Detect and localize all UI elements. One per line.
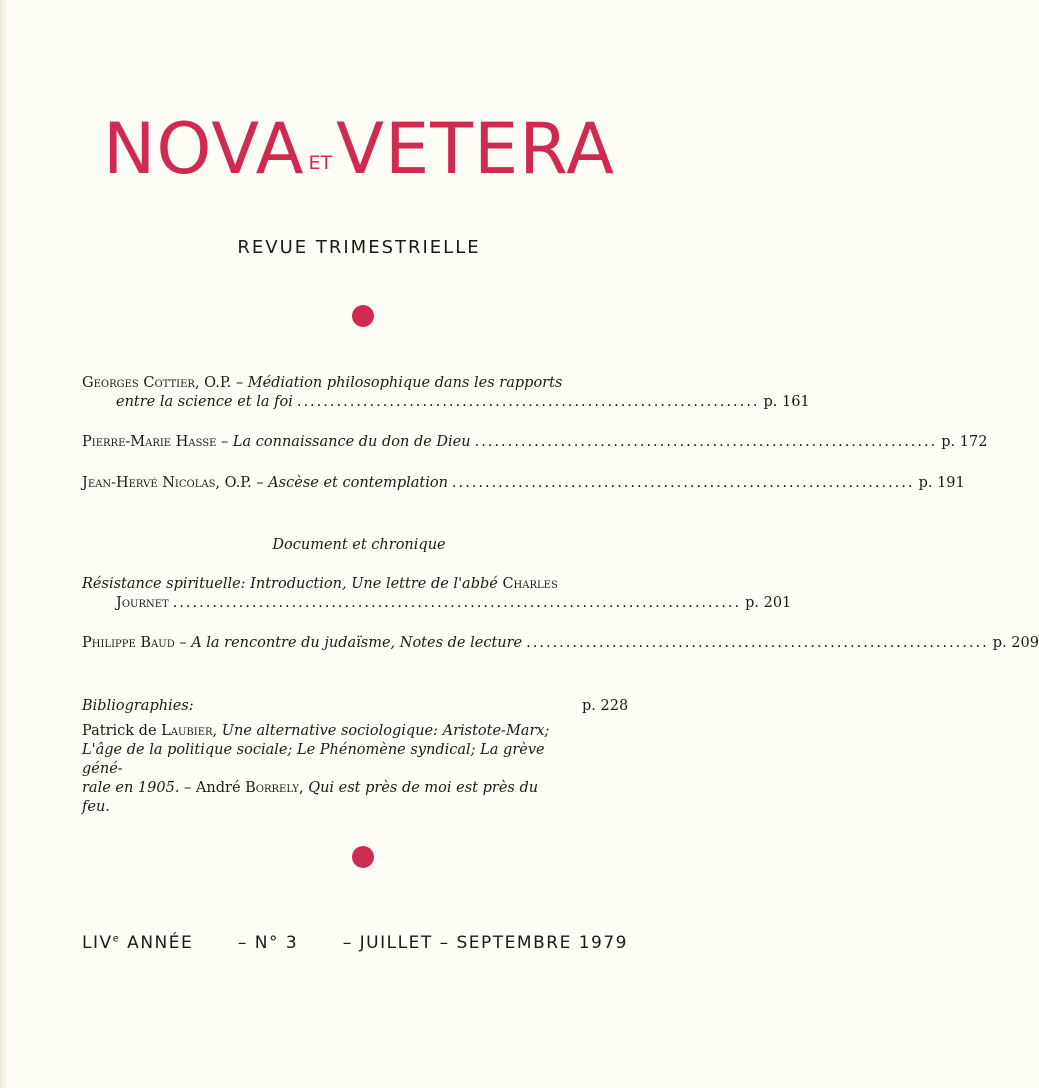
- footer-period: – JUILLET – SEPTEMBRE 1979: [342, 933, 628, 953]
- toc-title-line: Médiation philosophique dans les rapports: [247, 375, 563, 391]
- dot-leader: ......................................................................: [474, 434, 938, 450]
- toc-dash: –: [174, 635, 192, 651]
- toc-author: Charles: [502, 576, 558, 592]
- footer-year-superscript: e: [112, 933, 121, 945]
- footer-year: [82, 933, 193, 953]
- biblio-author-last: Laubier: [161, 723, 213, 739]
- toc-page: p. 191: [918, 475, 965, 491]
- toc-title: La connaissance du don de Dieu: [232, 434, 471, 450]
- biblio-title-line: L'âge de la politique sociale; Le Phénomène syndical; La grève géné-: [82, 742, 545, 777]
- toc-author: Jean-Hervé Nicolas, O.P.: [82, 475, 252, 491]
- masthead-word-nova: NOVA: [103, 108, 305, 190]
- toc-page: p. 201: [745, 595, 792, 611]
- toc-entry-nicolas: [82, 474, 965, 493]
- toc-title: A la rencontre du judaïsme, Notes de lecture: [191, 635, 523, 651]
- bibliographies-heading-row: [82, 697, 628, 716]
- toc-author: Philippe Baud: [82, 635, 175, 651]
- toc-entry-line: [82, 634, 1039, 653]
- dot-leader: ......................................................................: [526, 635, 989, 651]
- toc-author: Journet: [116, 595, 169, 611]
- toc-page: p. 209: [992, 635, 1039, 651]
- footer-issue: – N° 3: [237, 933, 299, 953]
- biblio-dash: – André: [179, 780, 246, 796]
- footer-year-word: ANNÉE: [120, 933, 194, 953]
- dot-leader: ......................................................................: [451, 475, 915, 491]
- toc-author: Georges Cottier, O.P.: [82, 375, 232, 391]
- toc-title-line: entre la science et la foi: [116, 394, 293, 410]
- biblio-title-line: Une alternative sociologique: Aristote-Marx;: [221, 723, 550, 739]
- toc-dash: –: [251, 475, 269, 491]
- toc-entry-line: [82, 374, 628, 393]
- toc-title-line: Résistance spirituelle: Introduction, Une lettre de l'abbé: [82, 576, 498, 592]
- dot-leader: ......................................................................: [296, 394, 760, 410]
- dot-leader: ......................................................................................: [172, 595, 742, 611]
- biblio-title: Qui est près de moi est près du feu.: [82, 780, 539, 815]
- masthead-word-vetera: VETERA: [336, 108, 615, 190]
- red-dot-ornament-top: [352, 305, 374, 327]
- bibliographies-label: Bibliographies:: [82, 698, 194, 714]
- masthead-conjunction: ET: [308, 152, 333, 174]
- toc-page: p. 228: [582, 698, 629, 714]
- footer-year-number: LIV: [82, 933, 113, 953]
- biblio-sep: ,: [298, 780, 309, 796]
- toc-entry-line: [82, 697, 628, 716]
- masthead: [0, 108, 718, 190]
- red-dot-ornament-bottom: [352, 846, 374, 868]
- toc-entry-line: [82, 393, 810, 412]
- bibliographies-body: [82, 722, 552, 817]
- toc-entry-line: [82, 575, 628, 594]
- biblio-author-last: Borrely: [245, 780, 299, 796]
- subtitle: REVUE TRIMESTRIELLE: [237, 237, 481, 258]
- toc-page: p. 161: [763, 394, 810, 410]
- toc-entry-line: [82, 474, 965, 493]
- toc-entry-baud: [82, 634, 1039, 653]
- biblio-title-line: rale en 1905.: [82, 780, 180, 796]
- toc-author: Pierre-Marie Hasse: [82, 434, 217, 450]
- biblio-author-first: Patrick de: [82, 723, 162, 739]
- toc-entry-hasse: [82, 433, 988, 452]
- toc-entry-line: [82, 433, 988, 452]
- toc-entry-cottier: [82, 374, 810, 412]
- toc-dash: –: [231, 375, 248, 391]
- issue-footer: [82, 933, 628, 953]
- toc-dash: –: [216, 434, 233, 450]
- toc-title: Ascèse et contemplation: [268, 475, 448, 491]
- section-label: Document et chronique: [272, 537, 446, 553]
- toc-entry-resistance: [82, 575, 792, 613]
- biblio-sep: ,: [212, 723, 222, 739]
- toc-entry-line: [82, 594, 792, 613]
- toc-page: p. 172: [941, 434, 988, 450]
